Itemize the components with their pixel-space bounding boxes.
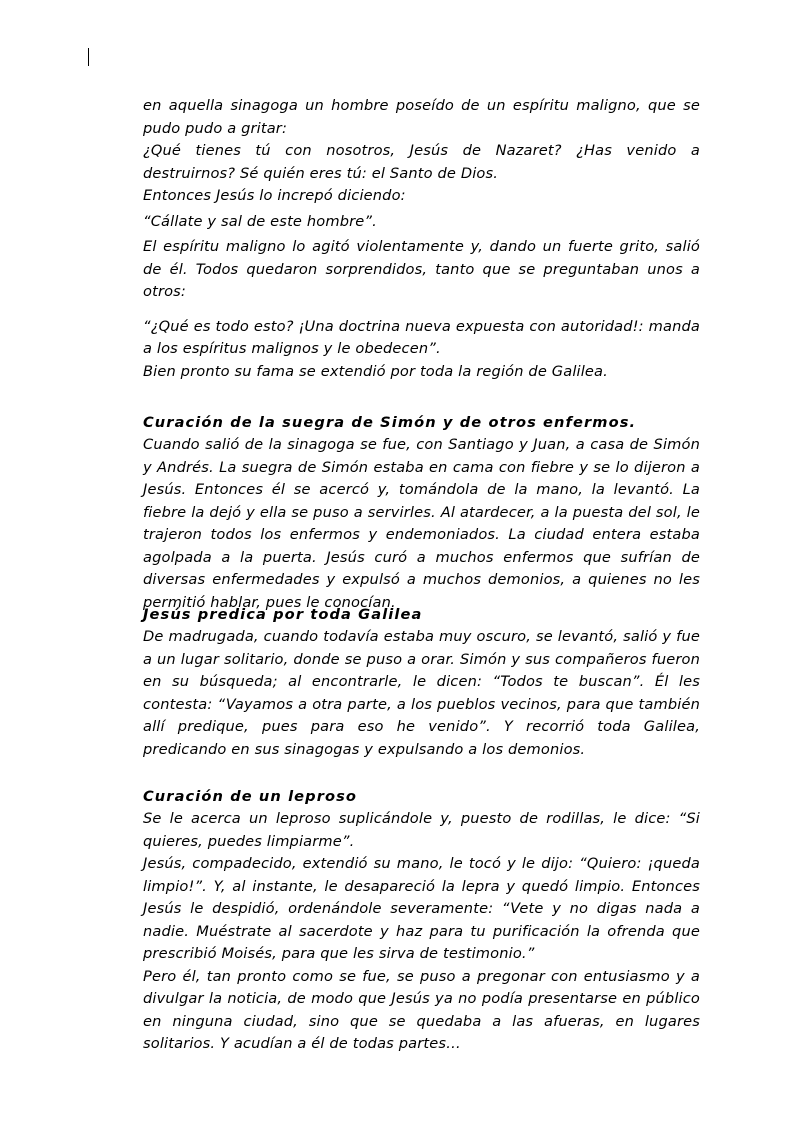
paragraph-new-doctrine: “¿Qué es todo esto? ¡Una doctrina nueva expuesta con autoridad!: manda a los espíritus malignos y le obedecen”. xyxy=(143,317,700,357)
text-cursor xyxy=(88,48,89,66)
paragraph-leper-healed: Jesús, compadecido, extendió su mano, le tocó y le dijo: “Quiero: ¡queda limpio!”. Y, al instante, le desapareció la lepra y quedó limpio. Entonces Jesús le despidió, ordenándole severamente: “Vete y no digas nada a nadie. Muéstrate al sacerdote y haz para tu purificación la ofrenda que prescribió Moisés, para que les sirva de testimonio.” xyxy=(143,855,700,962)
paragraph-mother-in-law: Cuando salió de la sinagoga se fue, con Santiago y Juan, a casa de Simón y Andrés. La suegra de Simón estaba en cama con fiebre y se lo dijeron a Jesús. Entonces él se acercó y, tomándola de la mano, la levantó. La fiebre la dejó y ella se puso a servirles. Al atardecer, a la puesta del sol, le trajeron todos los enfermos y endemoniados. La ciudad entera estaba agolpada a la puerta. Jesús curó a muchos enfermos que sufrían de diversas enfermedades y expulsó a muchos demonios, a quienes no les permitió hablar, pues le conocían. xyxy=(143,436,700,611)
paragraph-leper-plea: Se le acerca un leproso suplicándole y, puesto de rodillas, le dice: “Si quieres, puedes limpiarme”. xyxy=(143,810,700,850)
paragraph-fame-spreads: Bien pronto su fama se extendió por toda la región de Galilea. xyxy=(143,362,608,380)
section-heading-leper: Curación de un leproso xyxy=(143,788,358,805)
paragraph-spirit-leaves: El espíritu maligno lo agitó violentamente y, dando un fuerte grito, salió de él. Todos quedaron sorprendidos, tanto que se preguntaban unos a otros: xyxy=(143,238,700,300)
paragraph-galilee: De madrugada, cuando todavía estaba muy oscuro, se levantó, salió y fue a un lugar solitario, donde se puso a orar. Simón y sus compañeros fueron en su búsqueda; al encontrarle, le dicen: “Todos te buscan”. Él les contesta: “Vayamos a otra parte, a los pueblos vecinos, para que también allí predique, pues para eso he venido”. Y recorrió toda Galilea, predicando en sus sinagogas y expulsando a los demonios. xyxy=(143,628,700,758)
paragraph-possessed-man: en aquella sinagoga un hombre poseído de un espíritu maligno, que se pudo pudo a gritar: xyxy=(143,97,700,137)
paragraph-news-spreads: Pero él, tan pronto como se fue, se puso a pregonar con entusiasmo y a divulgar la noticia, de modo que Jesús ya no podía presentarse en público en ninguna ciudad, sino que se quedaba a las afueras, en lugares solitarios. Y acudían a él de todas partes… xyxy=(143,967,700,1052)
section-heading-mother-in-law: Curación de la suegra de Simón y de otros enfermos. xyxy=(143,414,637,431)
document-page xyxy=(143,95,700,1056)
paragraph-quote-silence: “Cállate y sal de este hombre”. xyxy=(143,212,377,230)
section-heading-galilee: Jesús predica por toda Galilea xyxy=(143,606,423,623)
paragraph-spirit-question: ¿Qué tienes tú con nosotros, Jesús de Nazaret? ¿Has venido a destruirnos? Sé quién eres tú: el Santo de Dios. xyxy=(143,142,700,182)
paragraph-jesus-rebuke: Entonces Jesús lo increpó diciendo: xyxy=(143,187,406,204)
